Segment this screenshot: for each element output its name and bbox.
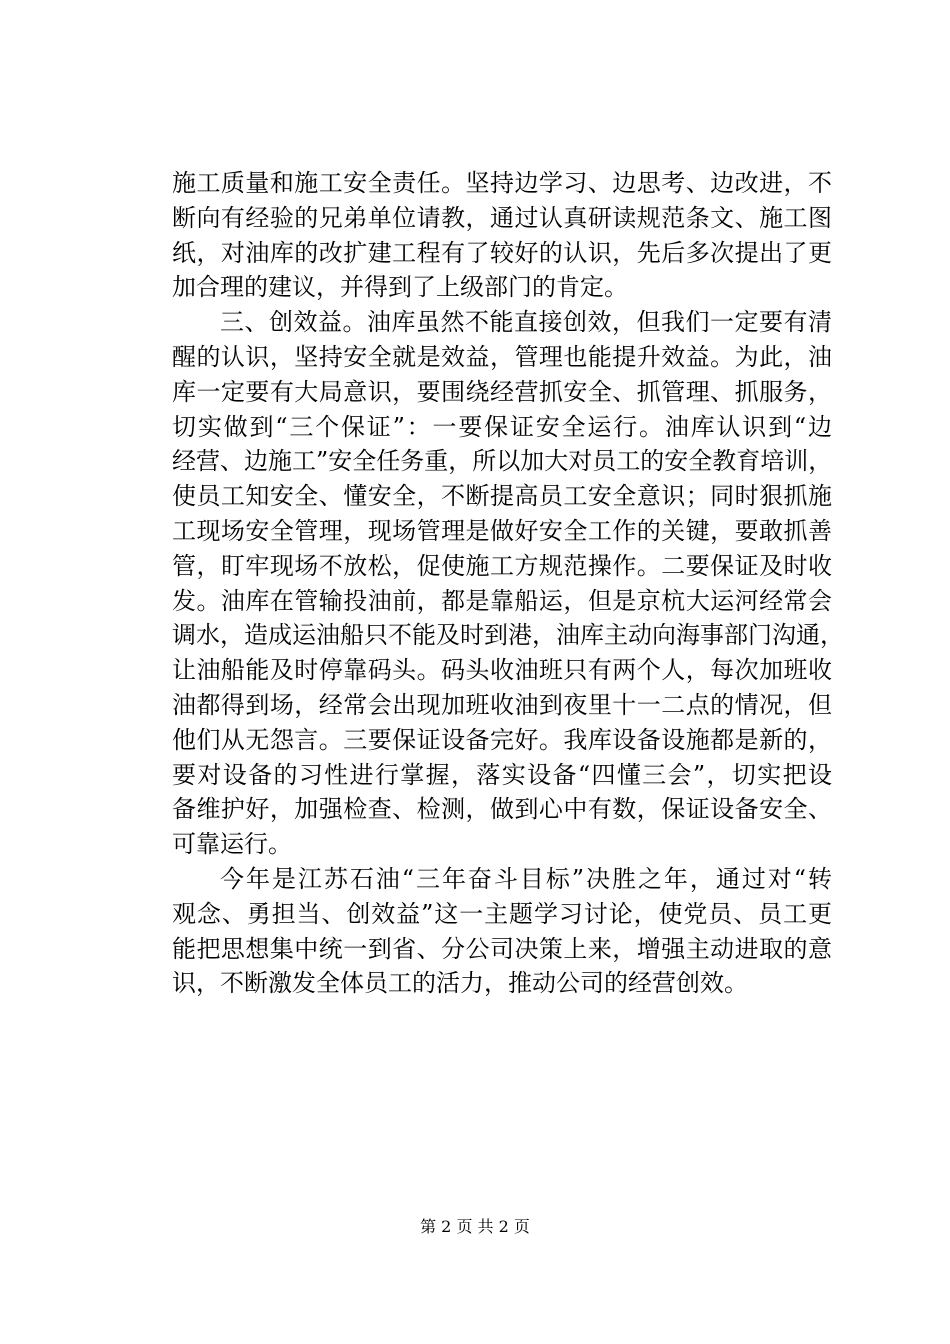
text-line: 施工质量和施工安全责任。坚持边学习、边思考、边改进，不 (172, 169, 832, 197)
text-line: 今年是江苏石油“三年奋斗目标”决胜之年，通过对“转 (220, 864, 832, 893)
text-line: 调水，造成运油船只不能及时到港，油库主动向海事部门沟通， (172, 621, 844, 650)
text-line: 油都得到场，经常会出现加班收油到夜里十一二点的情况，但 (172, 690, 832, 719)
text-line: 加合理的建议，并得到了上级部门的肯定。 (172, 273, 628, 302)
text-line: 经营、边施工”安全任务重，所以加大对员工的安全教育培训， (172, 447, 833, 476)
text-line: 三、创效益。油库虽然不能直接创效，但我们一定要有清 (220, 308, 832, 337)
text-line: 要对设备的习性进行掌握，落实设备“四懂三会”，切实把设 (172, 760, 832, 789)
text-line: 备维护好，加强检查、检测，做到心中有数，保证设备安全、 (172, 795, 832, 824)
text-line: 他们从无怨言。三要保证设备完好。我库设备设施都是新的， (172, 725, 832, 754)
text-line: 让油船能及时停靠码头。码头收油班只有两个人，每次加班收 (172, 656, 832, 685)
text-line: 观念、勇担当、创效益”这一主题学习讨论，使党员、员工更 (172, 899, 832, 928)
text-line: 切实做到“三个保证”：一要保证安全运行。油库认识到“边 (172, 412, 832, 441)
text-line: 识，不断激发全体员工的活力，推动公司的经营创效。 (172, 969, 748, 998)
text-line: 断向有经验的兄弟单位请教，通过认真研读规范条文、施工图 (172, 203, 832, 232)
text-line: 管，盯牢现场不放松，促使施工方规范操作。二要保证及时收 (172, 551, 832, 580)
text-line: 纸，对油库的改扩建工程有了较好的认识，先后多次提出了更 (172, 238, 832, 267)
text-line: 可靠运行。 (172, 830, 292, 859)
text-line: 发。油库在管输投油前，都是靠船运，但是京杭大运河经常会 (172, 586, 832, 615)
text-line: 醒的认识，坚持安全就是效益，管理也能提升效益。为此，油 (172, 342, 832, 371)
text-line: 工现场安全管理，现场管理是做好安全工作的关键，要敢抓善 (172, 516, 832, 545)
text-line: 能把思想集中统一到省、分公司决策上来，增强主动进取的意 (172, 934, 832, 963)
text-line: 使员工知安全、懂安全，不断提高员工安全意识；同时狠抓施 (172, 482, 832, 511)
page-number-footer: 第 2 页 共 2 页 (420, 1217, 530, 1236)
document-body (172, 166, 844, 1001)
text-line: 库一定要有大局意识，要围绕经营抓安全、抓管理、抓服务， (172, 377, 832, 406)
